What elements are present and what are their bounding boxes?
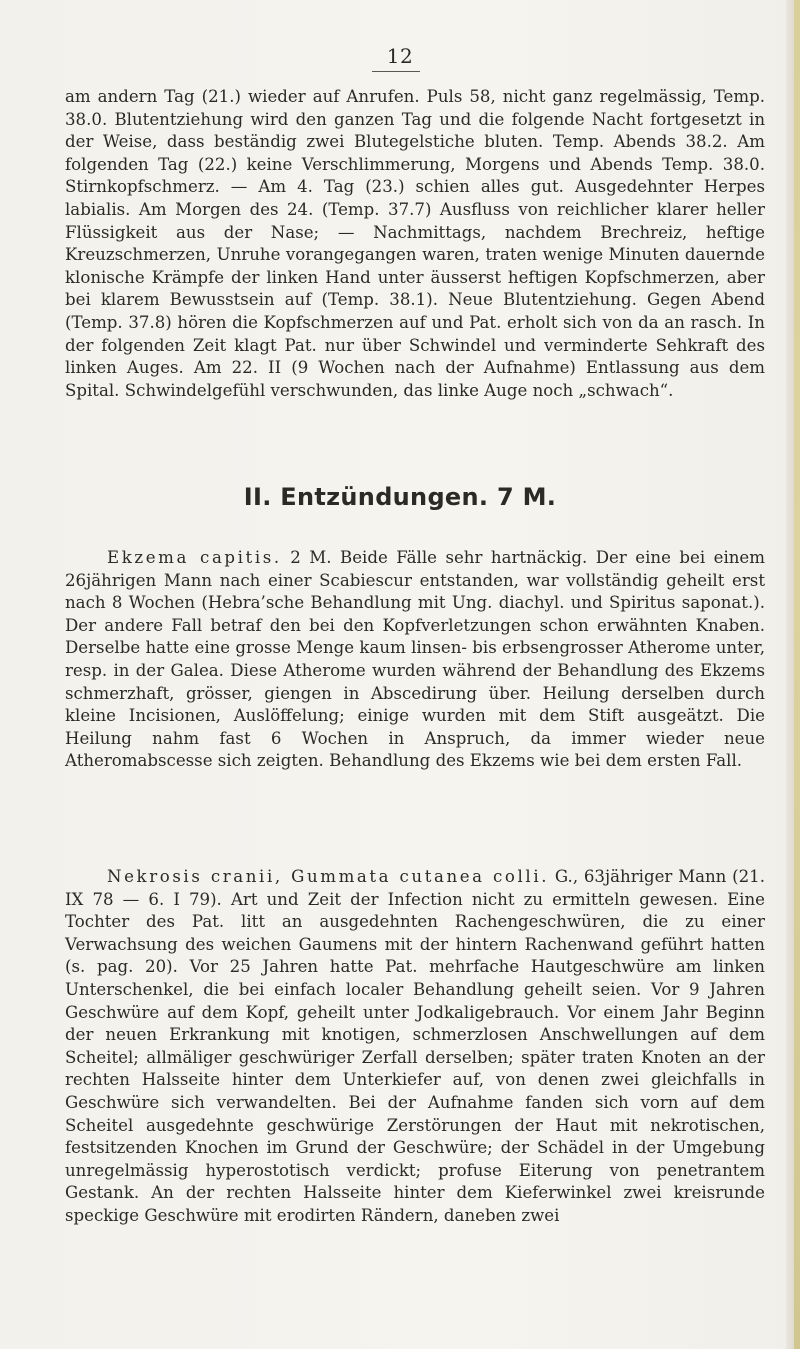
page-number-rule — [372, 71, 420, 72]
section-heading: II. Entzündungen. 7 M. — [243, 483, 557, 511]
ekzema-paragraph-block — [65, 547, 765, 773]
page-number: 12 — [386, 44, 414, 68]
intro-paragraph: am andern Tag (21.) wieder auf Anrufen. Puls 58, nicht ganz regelmässig, Temp. 38.0. Blutentziehung wird den ganzen Tag und die folgende Nacht fortgesetzt in der Weise, dass beständig zwei Blutegelstiche bluten. Temp. Abends 38.2. Am folgenden Tag (22.) keine Verschlimmerung, Morgens und Abends Temp. 38.0. Stirnkopfschmerz. — Am 4. Tag (23.) schien alles gut. Ausgedehnter Herpes labialis. Am Morgen des 24. (Temp. 37.7) Ausfluss von reichlicher klarer heller Flüssigkeit aus der Nase; — Nachmittags, nachdem Brechreiz, heftige Kreuzschmerzen, Unruhe vorangegangen waren, traten wenige Minuten dauernde klonische Krämpfe der linken Hand unter äusserst heftigen Kopfschmerzen, aber bei klarem Bewusstsein auf (Temp. 38.1). Neue Blutentziehung. Gegen Abend (Temp. 37.8) hören die Kopfschmerzen auf und Pat. erholt sich von da an rasch. In der folgenden Zeit klagt Pat. nur über Schwindel und verminderte Sehkraft des linken Auges. Am 22. II (9 Wochen nach der Aufnahme) Entlassung aus dem Spital. Schwindelgefühl verschwunden, das linke Auge noch „schwach“. — [65, 87, 765, 400]
ekzema-paragraph — [65, 547, 765, 773]
nekrosis-title: Nekrosis cranii, Gummata cutanea colli. — [107, 867, 550, 886]
ekzema-body: 2 M. Beide Fälle sehr hartnäckig. Der eine bei einem 26jährigen Mann nach einer Scabiescur entstanden, war vollständig geheilt erst nach 8 Wochen (Hebra’sche Behandlung mit Ung. diachyl. und Spiritus saponat.). Der andere Fall betraf den bei den Kopfverletzungen schon erwähnten Knaben. Derselbe hatte eine grosse Menge kaum linsen- bis erbsengrosser Atherome unter, resp. in der Galea. Diese Atherome wurden während der Behandlung des Ekzems schmerzhaft, grösser, giengen in Abscedirung über. Heilung derselben durch kleine Incisionen, Auslöffelung; einige wurden mit dem Stift ausgeätzt. Die Heilung nahm fast 6 Wochen in Anspruch, da immer wieder neue Atheromabscesse sich zeigten. Behandlung des Ekzems wie bei dem ersten Fall. — [65, 548, 765, 771]
page-edge-gilding — [794, 0, 800, 1349]
nekrosis-paragraph — [65, 866, 765, 1228]
ekzema-title: Ekzema capitis. — [107, 548, 282, 567]
nekrosis-paragraph-block — [65, 866, 765, 1228]
nekrosis-body: G., 63jähriger Mann (21. IX 78 — 6. I 79). Art und Zeit der Infection nicht zu ermitteln gewesen. Eine Tochter des Pat. litt an ausgedehnten Rachengeschwüren, die zu einer Verwachsung des weichen Gaumens mit der hintern Rachenwand geführt hatten (s. pag. 20). Vor 25 Jahren hatte Pat. mehrfache Hautgeschwüre am linken Unterschenkel, die bei einfach localer Behandlung geheilt seien. Vor 9 Jahren Geschwüre auf dem Kopf, geheilt unter Jodkaligebrauch. Vor einem Jahr Beginn der neuen Erkrankung mit knotigen, schmerzlosen Anschwellungen auf dem Scheitel; allmäliger geschwüriger Zerfall derselben; später traten Knoten an der rechten Halsseite hinter dem Unterkiefer auf, von denen zwei gleichfalls in Geschwüre sich verwandelten. Bei der Aufnahme fanden sich vorn auf dem Scheitel ausgedehnte geschwürige Zerstörungen der Haut mit nekrotischen, festsitzenden Knochen im Grund der Geschwüre; der Schädel in der Umgebung unregelmässig hyperostotisch verdickt; profuse Eiterung von penetrantem Gestank. An der rechten Halsseite hinter dem Kieferwinkel zwei kreisrunde speckige Geschwüre mit erodirten Rändern, daneben zwei — [65, 867, 765, 1225]
intro-paragraph-block — [65, 86, 765, 402]
